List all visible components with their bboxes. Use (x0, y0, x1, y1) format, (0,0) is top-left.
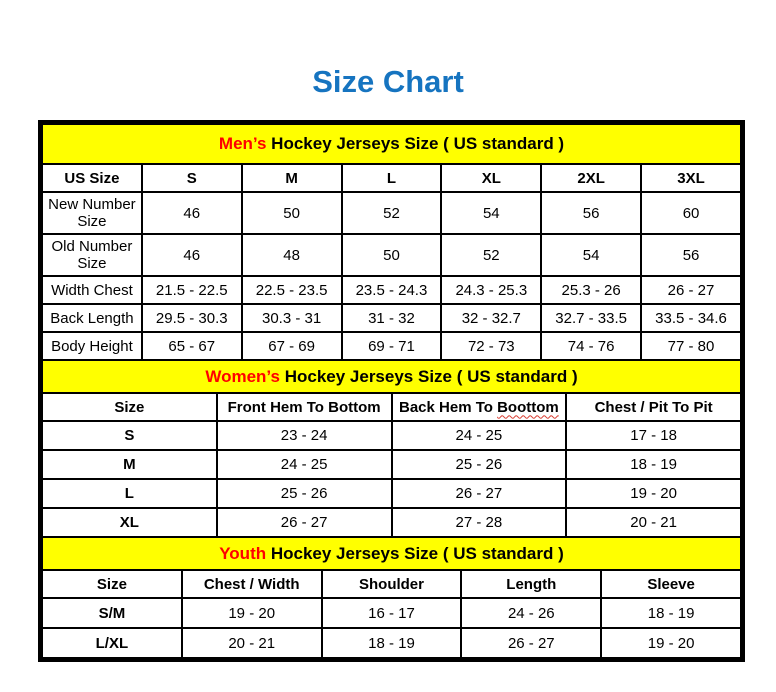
table-row (42, 192, 741, 234)
table-cell: 33.5 - 34.6 (641, 304, 741, 332)
table-cell: 29.5 - 30.3 (142, 304, 242, 332)
column-header-label: S (186, 169, 197, 187)
table-cell: 21.5 - 22.5 (142, 276, 242, 304)
column-header-label: Size (114, 398, 145, 416)
table-cell: 23 - 24 (217, 421, 392, 450)
table-row (42, 450, 741, 479)
table-row (42, 304, 741, 332)
column-header (217, 393, 392, 421)
column-header (142, 164, 242, 192)
row-label: M (42, 450, 217, 479)
size-table-youth (41, 536, 742, 659)
table-cell: 27 - 28 (392, 508, 567, 537)
table-cell: 60 (641, 192, 741, 234)
column-header-label: Chest / Pit To Pit (594, 398, 713, 416)
table-cell: 54 (541, 234, 641, 276)
table-cell: 19 - 20 (182, 598, 322, 628)
table-cell: 19 - 20 (601, 628, 741, 658)
column-header-label: Back Hem To (399, 398, 498, 416)
table-row (42, 421, 741, 450)
section-heading-mens (42, 124, 741, 164)
column-header-label: 2XL (577, 169, 605, 187)
table-cell: 56 (641, 234, 741, 276)
table-cell: 50 (342, 234, 442, 276)
table-cell: 22.5 - 23.5 (242, 276, 342, 304)
row-label: L/XL (42, 628, 182, 658)
section-heading-womens (42, 360, 741, 393)
column-header (461, 570, 601, 598)
section-heading-text: Hockey Jerseys Size ( US standard ) (266, 134, 565, 153)
table-cell: 18 - 19 (322, 628, 462, 658)
column-header (322, 570, 462, 598)
table-cell: 65 - 67 (142, 332, 242, 360)
column-header-label: Chest / Width (203, 575, 300, 593)
column-header-label: Front Hem To Bottom (227, 398, 381, 416)
row-label: New Number Size (42, 192, 142, 234)
table-cell: 54 (441, 192, 541, 234)
section-heading-youth (42, 537, 741, 570)
table-cell: 20 - 21 (566, 508, 741, 537)
table-row (42, 508, 741, 537)
table-cell: 24 - 25 (392, 421, 567, 450)
table-cell: 46 (142, 234, 242, 276)
table-cell: 31 - 32 (342, 304, 442, 332)
table-cell: 20 - 21 (182, 628, 322, 658)
table-row (42, 479, 741, 508)
table-cell: 26 - 27 (217, 508, 392, 537)
column-header-label: M (285, 169, 298, 187)
table-row (42, 276, 741, 304)
column-header (342, 164, 442, 192)
column-header-label: Length (506, 575, 557, 593)
table-cell: 56 (541, 192, 641, 234)
row-label: Body Height (42, 332, 142, 360)
table-cell: 25 - 26 (392, 450, 567, 479)
column-header (242, 164, 342, 192)
table-cell: 74 - 76 (541, 332, 641, 360)
table-cell: 24 - 25 (217, 450, 392, 479)
row-label: Back Length (42, 304, 142, 332)
table-cell: 26 - 27 (392, 479, 567, 508)
table-cell: 77 - 80 (641, 332, 741, 360)
column-header (601, 570, 741, 598)
table-cell: 67 - 69 (242, 332, 342, 360)
column-header-label: XL (481, 169, 501, 187)
misspelled-word: Boottom (497, 398, 559, 416)
column-header (42, 570, 182, 598)
section-heading-accent: Men’s (218, 134, 267, 153)
table-cell: 23.5 - 24.3 (342, 276, 442, 304)
row-label: L (42, 479, 217, 508)
table-cell: 69 - 71 (342, 332, 442, 360)
table-cell: 72 - 73 (441, 332, 541, 360)
column-header (42, 393, 217, 421)
table-cell: 48 (242, 234, 342, 276)
table-cell: 46 (142, 192, 242, 234)
size-table-womens (41, 359, 742, 538)
column-header-label: L (386, 169, 397, 187)
column-header-label: Sleeve (647, 575, 695, 593)
column-header-label: Shoulder (358, 575, 424, 593)
column-header (42, 164, 142, 192)
table-cell: 25 - 26 (217, 479, 392, 508)
table-cell: 26 - 27 (641, 276, 741, 304)
table-cell: 24.3 - 25.3 (441, 276, 541, 304)
section-heading-accent: Youth (219, 543, 267, 563)
column-header (541, 164, 641, 192)
section-heading-text: Hockey Jerseys Size ( US standard ) (279, 366, 578, 386)
table-cell: 24 - 26 (461, 598, 601, 628)
column-header-label: US Size (64, 169, 120, 187)
table-cell: 26 - 27 (461, 628, 601, 658)
column-header-label: Size (96, 575, 127, 593)
table-cell: 19 - 20 (566, 479, 741, 508)
column-header (182, 570, 322, 598)
column-header (641, 164, 741, 192)
column-header (441, 164, 541, 192)
size-table-mens (41, 123, 742, 361)
section-heading-accent: Women’s (205, 366, 280, 386)
table-cell: 32.7 - 33.5 (541, 304, 641, 332)
table-row (42, 234, 741, 276)
size-chart-tables (38, 120, 745, 662)
row-label: Width Chest (42, 276, 142, 304)
row-label: S (42, 421, 217, 450)
table-cell: 16 - 17 (322, 598, 462, 628)
table-cell: 18 - 19 (601, 598, 741, 628)
table-cell: 18 - 19 (566, 450, 741, 479)
page-title: Size Chart (312, 64, 464, 99)
row-label: XL (42, 508, 217, 537)
table-cell: 50 (242, 192, 342, 234)
table-cell: 52 (342, 192, 442, 234)
table-cell: 17 - 18 (566, 421, 741, 450)
column-header (566, 393, 741, 421)
table-cell: 25.3 - 26 (541, 276, 641, 304)
table-cell: 32 - 32.7 (441, 304, 541, 332)
column-header-label: 3XL (677, 169, 705, 187)
table-row (42, 628, 741, 658)
row-label: Old Number Size (42, 234, 142, 276)
column-header (392, 393, 567, 421)
table-cell: 30.3 - 31 (242, 304, 342, 332)
table-row (42, 332, 741, 360)
row-label: S/M (42, 598, 182, 628)
section-heading-text: Hockey Jerseys Size ( US standard ) (266, 543, 564, 563)
table-row (42, 598, 741, 628)
table-cell: 52 (441, 234, 541, 276)
